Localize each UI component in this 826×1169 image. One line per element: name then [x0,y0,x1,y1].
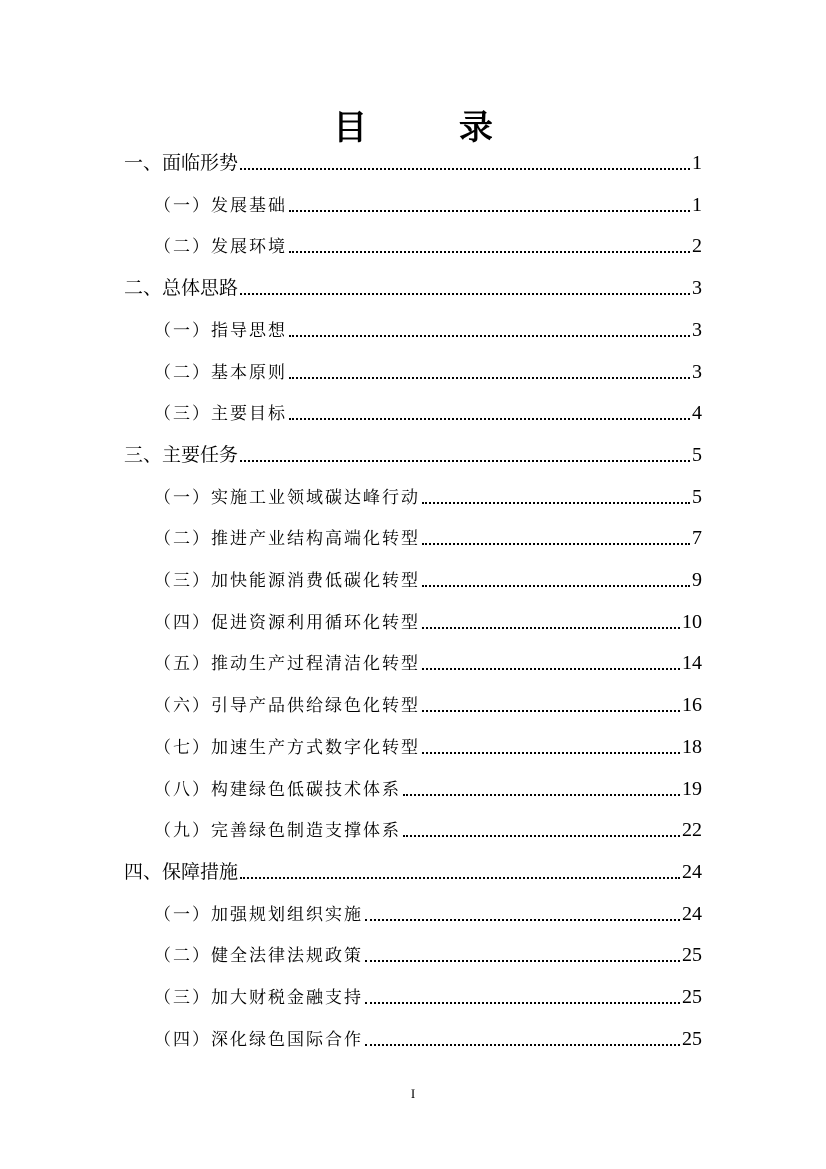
toc-dot-leader [289,210,690,212]
toc-entry-label: 四、保障措施 [124,860,239,883]
toc-dot-leader [365,960,680,962]
toc-page-number: 3 [692,360,702,383]
toc-page-number: 1 [692,193,702,216]
toc-page-number: 25 [682,944,702,967]
toc-dot-leader [422,627,680,629]
toc-subsection-entry [154,482,702,512]
toc-page-number: 5 [692,443,702,466]
toc-dot-leader [240,293,690,295]
toc-entry-label: （一）发展基础 [154,195,287,216]
toc-dot-leader [289,418,690,420]
toc-page-number: 3 [692,277,702,300]
page-title: 目 录 [333,108,533,148]
toc-dot-leader [403,794,680,796]
toc-entry-label: （四）促进资源利用循环化转型 [154,612,420,633]
toc-subsection-entry [154,398,702,428]
toc-entry-label: （二）发展环境 [154,237,287,258]
toc-dot-leader [422,585,690,587]
toc-subsection-entry [154,940,702,970]
toc-section-entry [124,273,702,303]
toc-page-number: 24 [682,902,702,925]
toc-page-number: 5 [692,485,702,508]
toc-subsection-entry [154,732,702,762]
toc-page-number: 18 [682,735,702,758]
toc-page-number: 24 [682,860,702,883]
toc-subsection-entry [154,607,702,637]
toc-page-number: 25 [682,986,702,1008]
toc-page-number: 7 [692,527,702,550]
toc-page-number: 10 [682,610,702,633]
toc-subsection-entry [154,190,702,220]
toc-dot-leader [240,168,690,170]
toc-page-number: 16 [682,694,702,717]
toc-entry-label: （九）完善绿色制造支撑体系 [154,821,401,842]
toc-entry-label: （三）加大财税金融支持 [154,988,363,1008]
toc-page-number: 4 [692,402,702,425]
toc-dot-leader [289,251,690,253]
toc-page-number: 22 [682,819,702,842]
toc-dot-leader [289,335,690,337]
toc-dot-leader [422,668,680,670]
toc-entry-label: （四）深化绿色国际合作 [154,1029,363,1050]
toc-dot-leader [403,835,680,837]
toc-dot-leader [422,752,680,754]
toc-entry-label: （二）健全法律法规政策 [154,946,363,967]
toc-subsection-entry [154,774,702,804]
toc-entry-label: 一、面临形势 [124,152,239,174]
toc-page-number: 19 [682,777,702,800]
toc-dot-leader [240,460,690,462]
toc-entry-label: 二、总体思路 [124,277,239,300]
toc-entry-label: （三）加快能源消费低碳化转型 [154,571,420,591]
toc-section-entry [124,440,702,470]
toc-entry-label: （五）推动生产过程清洁化转型 [154,654,420,675]
toc-entry-label: （一）加强规划组织实施 [154,904,363,925]
toc-entry-label: （三）主要目标 [154,404,287,425]
page-number-footer: I [410,1086,416,1101]
toc-subsection-entry [154,523,702,553]
toc-subsection-entry [154,899,702,929]
toc-dot-leader [365,919,680,921]
toc-dot-leader [422,502,690,504]
toc-dot-leader [365,1002,680,1004]
toc-subsection-entry [154,815,702,845]
toc-dot-leader [422,710,680,712]
toc-page-number: 2 [692,235,702,258]
toc-entry-label: （二）推进产业结构高端化转型 [154,529,420,550]
toc-dot-leader [365,1044,680,1046]
toc-entry-label: （二）基本原则 [154,362,287,383]
toc-section-entry [124,857,702,887]
toc-entry-label: （一）指导思想 [154,320,287,341]
toc-subsection-entry [154,648,702,678]
toc-subsection-entry [154,357,702,387]
toc-dot-leader [240,877,680,879]
toc-entry-label: （八）构建绿色低碳技术体系 [154,779,401,800]
toc-entry-label: （六）引导产品供给绿色化转型 [154,696,420,717]
toc-page-number: 9 [692,569,702,591]
toc-subsection-entry [154,231,702,261]
toc-page-number: 3 [692,318,702,341]
toc-subsection-entry [154,315,702,345]
toc-subsection-entry [154,1024,702,1054]
toc-entry-label: （七）加速生产方式数字化转型 [154,737,420,758]
toc-subsection-entry [154,565,702,595]
toc-entry-label: （一）实施工业领域碳达峰行动 [154,487,420,508]
toc-page-number: 25 [682,1027,702,1050]
toc-page-number: 14 [682,652,702,675]
toc-dot-leader [289,377,690,379]
toc-subsection-entry [154,982,702,1012]
toc-subsection-entry [154,690,702,720]
toc-entry-label: 三、主要任务 [124,443,239,466]
toc-page-number: 1 [692,152,702,174]
toc-section-entry [124,148,702,178]
toc-dot-leader [422,543,690,545]
